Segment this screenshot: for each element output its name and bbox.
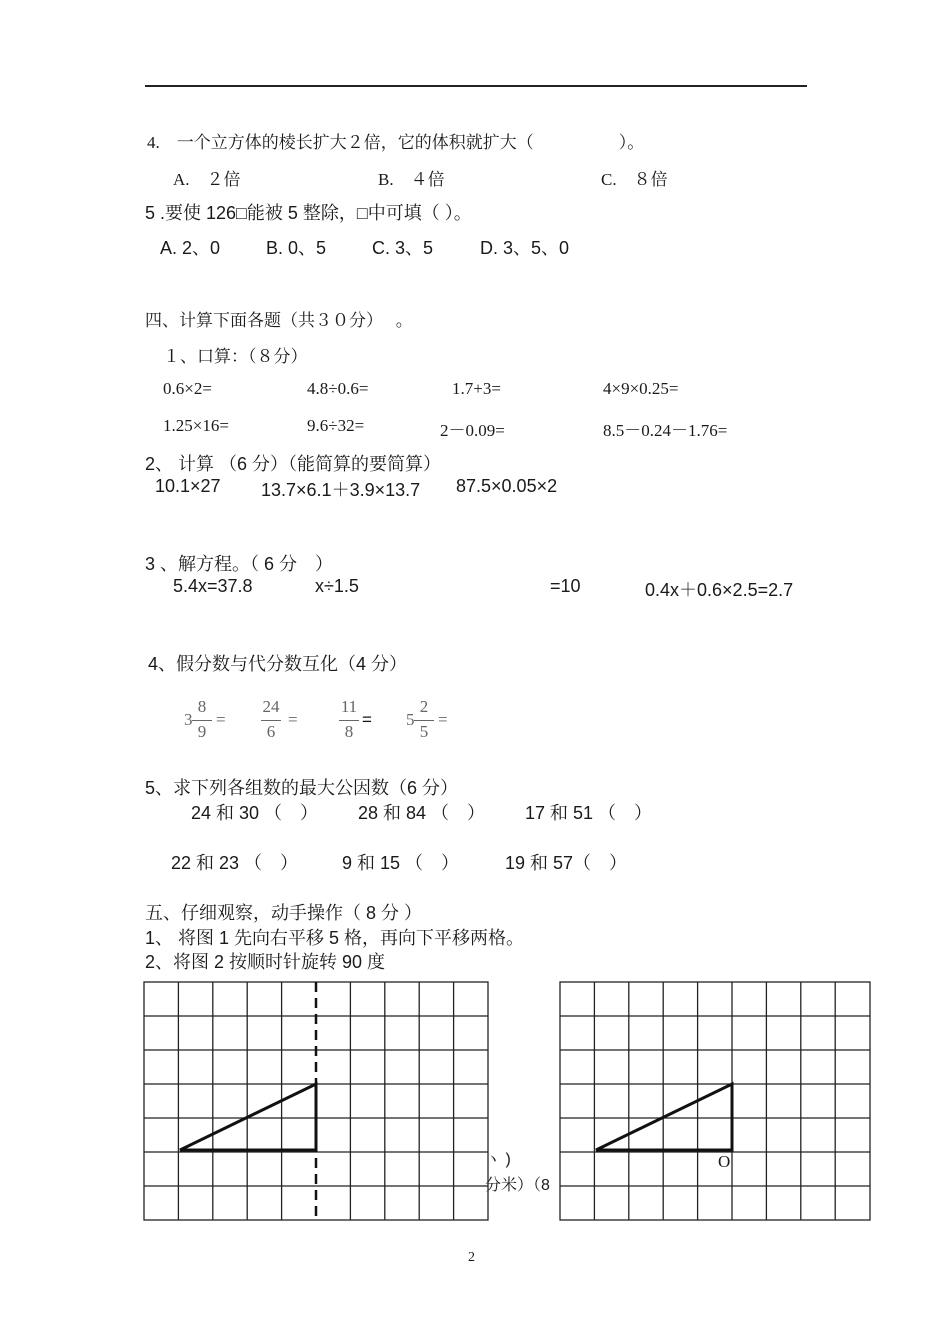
calc-item: 10.1×27	[155, 476, 221, 496]
calc-title: 2、 计算 （6 分）（能简算的要简算）	[145, 454, 442, 474]
triangle-figure-1	[180, 1084, 316, 1150]
fractions-title: 4、假分数与代分数互化（4 分）	[148, 654, 408, 674]
q5-option-a: A. 2、0	[160, 238, 221, 258]
oral-item: 1.25×16=	[163, 416, 229, 435]
q4-option-b: B. ４倍	[378, 170, 445, 189]
oral-item: 8.5－0.24－1.76=	[603, 421, 728, 440]
oral-item: 9.6÷32=	[307, 416, 365, 435]
oral-item: 4.8÷0.6=	[307, 379, 369, 398]
grid-figure-1	[142, 980, 492, 1223]
task1: 1、 将图 1 先向右平移 5 格，再向下平移两格。	[145, 928, 525, 948]
header-rule	[145, 85, 807, 87]
q4-option-a: A. ２倍	[173, 170, 241, 189]
page-number: 2	[468, 1250, 475, 1265]
gcd-item: 22 和 23 （ ）	[171, 853, 299, 873]
q5-option-d: D. 3、5、0	[480, 238, 570, 258]
equations-title: 3 、解方程。（ 6 分 ）	[145, 554, 334, 574]
calc-item: 13.7×6.1＋3.9×13.7	[261, 480, 421, 500]
stray-text: ヽ )	[485, 1151, 511, 1168]
q4-stem: 4. 一个立方体的棱长扩大２倍，它的体积就扩大（ ）。	[147, 133, 645, 152]
q4-option-c: C. ８倍	[601, 170, 668, 189]
equation-item: 0.4x＋0.6×2.5=2.7	[645, 580, 794, 600]
grid-figure-2	[558, 980, 874, 1223]
equation-item: =10	[550, 576, 581, 596]
gcd-item: 9 和 15 （ ）	[342, 853, 460, 873]
gcd-title: 5、求下列各组数的最大公因数（6 分）	[145, 778, 459, 798]
equation-item: x÷1.5	[315, 576, 359, 596]
pivot-label: O	[718, 1152, 731, 1171]
gcd-item: 17 和 51 （ ）	[525, 803, 653, 823]
stray-text: 分米）（8	[485, 1177, 550, 1194]
gcd-item: 19 和 57（ ）	[505, 853, 628, 873]
oral-item: 2－0.09=	[440, 421, 505, 440]
gcd-item: 24 和 30 （ ）	[191, 803, 319, 823]
oral-item: 0.6×2=	[163, 379, 212, 398]
section4-title: 四、计算下面各题（共３０分） 。	[145, 311, 413, 330]
section5-title: 五、仔细观察，动手操作（ 8 分 ）	[145, 903, 423, 923]
oral-item: 1.7+3=	[452, 379, 501, 398]
q5-option-b: B. 0、5	[266, 238, 327, 258]
oral-title: １、口算：（８分）	[163, 347, 308, 366]
calc-item: 87.5×0.05×2	[456, 476, 558, 496]
equation-item: 5.4x=37.8	[173, 576, 253, 596]
q5-option-c: C. 3、5	[372, 238, 434, 258]
task2: 2、将图 2 按顺时针旋转 90 度	[145, 952, 386, 972]
gcd-item: 28 和 84 （ ）	[358, 803, 486, 823]
q5-stem: 5 .要使 126□能被 5 整除，□中可填（ ）。	[145, 203, 472, 223]
oral-item: 4×9×0.25=	[603, 379, 679, 398]
